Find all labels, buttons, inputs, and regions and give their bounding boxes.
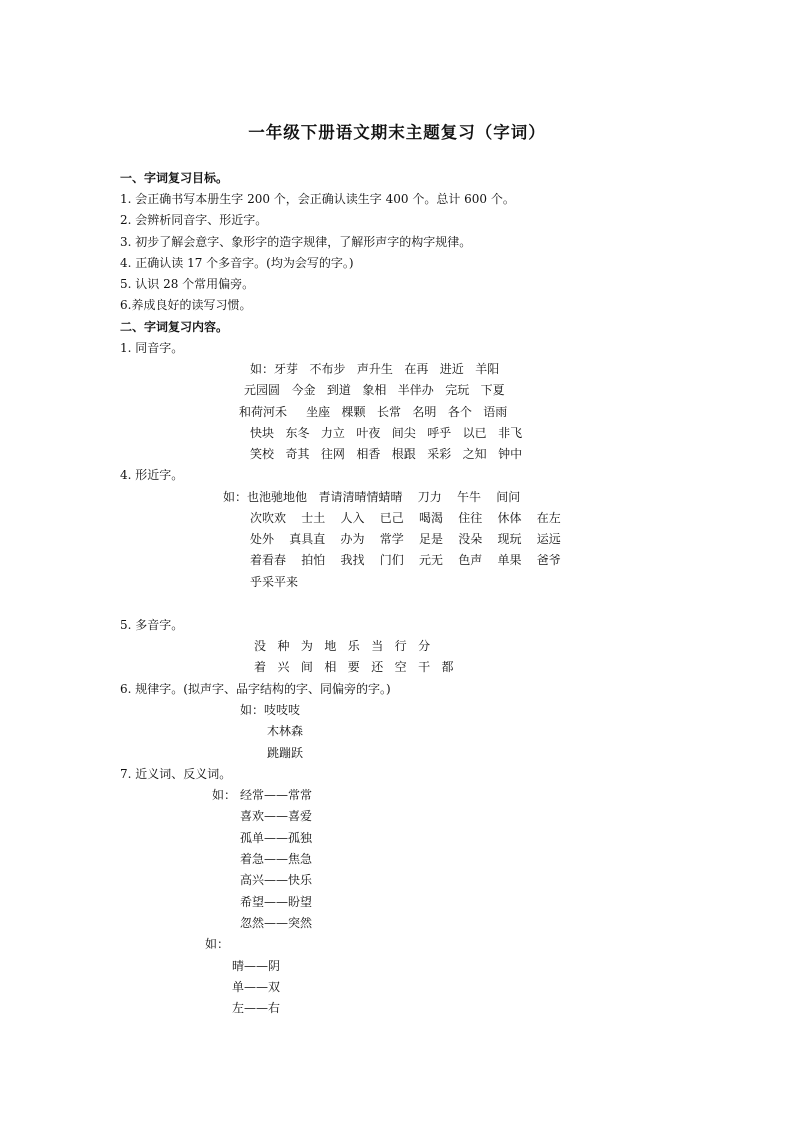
section-heading: 二、字词复习内容。 bbox=[120, 320, 229, 334]
subsection-heading: 4. 形近字。 bbox=[120, 468, 184, 482]
synonym-pair: 高兴——快乐 bbox=[240, 873, 313, 887]
homophone-row: 如：牙芽 不布步 声升生 在再 进近 羊阳 bbox=[250, 362, 500, 376]
goal-item: 5. 认识 28 个常用偏旁。 bbox=[120, 277, 255, 291]
antonym-pair: 晴——阴 bbox=[232, 959, 281, 973]
synonym-pair: 经常——常常 bbox=[240, 788, 313, 802]
pattern-row: 跳蹦跃 bbox=[267, 746, 304, 760]
section-heading: 一、字词复习目标。 bbox=[120, 171, 229, 185]
goal-item: 1. 会正确书写本册生字 200 个，会正确认读生字 400 个。总计 600 个。 bbox=[120, 192, 515, 206]
goal-item: 2. 会辨析同音字、形近字。 bbox=[120, 213, 268, 227]
subsection-heading: 7. 近义词、反义词。 bbox=[120, 767, 232, 781]
homophone-row: 快块 东冬 力立 叶夜 间尖 呼乎 以已 非飞 bbox=[250, 426, 523, 440]
synonym-pair: 喜欢——喜爱 bbox=[240, 809, 313, 823]
synonym-prefix: 如： bbox=[212, 788, 237, 802]
synonym-pair: 孤单——孤独 bbox=[240, 831, 313, 845]
antonym-pair: 左——右 bbox=[232, 1001, 281, 1015]
polyphone-row: 没 种 为 地 乐 当 行 分 bbox=[254, 639, 431, 653]
homophone-row: 和荷河禾 坐座 棵颗 长常 名明 各个 语雨 bbox=[239, 405, 508, 419]
subsection-heading: 1. 同音字。 bbox=[120, 341, 184, 355]
page-title: 一年级下册语文期末主题复习（字词） bbox=[248, 123, 546, 142]
goal-item: 4. 正确认读 17 个多音字。(均为会写的字。) bbox=[120, 256, 354, 270]
polyphone-row: 着 兴 间 相 要 还 空 干 都 bbox=[254, 660, 454, 674]
similar-row: 如：也池驰地他 青请清晴情蜻晴 刀力 午牛 间问 bbox=[223, 490, 521, 504]
subsection-heading: 6. 规律字。(拟声字、品字结构的字、同偏旁的字。) bbox=[120, 682, 391, 696]
pattern-row: 木林森 bbox=[267, 724, 304, 738]
similar-row: 着看春 拍怕 我找 门们 元无 色声 单果 爸爷 bbox=[250, 553, 561, 567]
antonym-pair: 单——双 bbox=[232, 980, 281, 994]
pattern-row: 如：吱吱吱 bbox=[240, 703, 301, 717]
similar-row: 处外 真具直 办为 常学 足是 没朵 现玩 运远 bbox=[250, 532, 561, 546]
synonym-pair: 忽然——突然 bbox=[240, 916, 313, 930]
homophone-row: 笑校 奇其 往网 相香 根跟 采彩 之知 钟中 bbox=[250, 447, 523, 461]
similar-row: 乎采平来 bbox=[250, 575, 299, 589]
subsection-heading: 5. 多音字。 bbox=[120, 618, 184, 632]
homophone-row: 元园圆 今金 到道 象相 半伴办 完玩 下夏 bbox=[244, 383, 505, 397]
goal-item: 6.养成良好的读写习惯。 bbox=[120, 298, 252, 312]
synonym-pair: 希望——盼望 bbox=[240, 895, 313, 909]
antonym-prefix: 如： bbox=[205, 937, 230, 951]
similar-row: 次吹欢 士土 人入 已己 喝渴 住往 休体 在左 bbox=[250, 511, 561, 525]
synonym-pair: 着急——焦急 bbox=[240, 852, 313, 866]
goal-item: 3. 初步了解会意字、象形字的造字规律，了解形声字的构字规律。 bbox=[120, 235, 472, 249]
